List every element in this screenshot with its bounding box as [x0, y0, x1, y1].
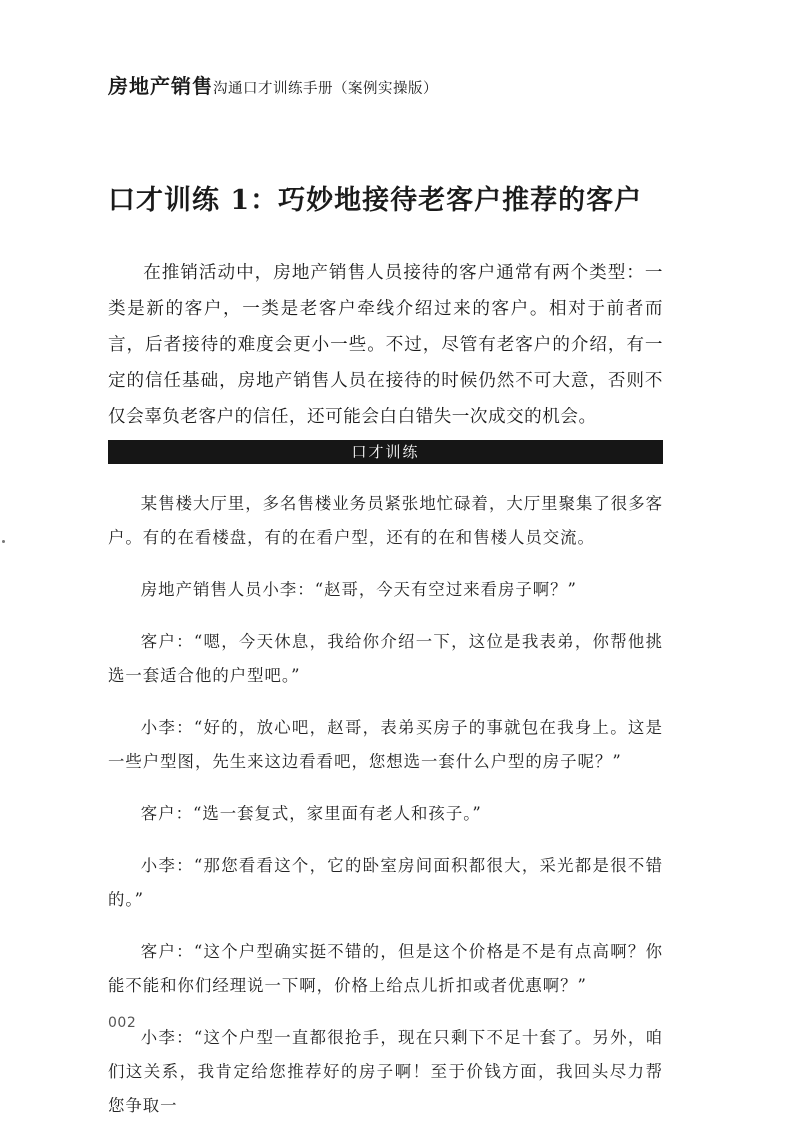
dialogue-paragraph: 房地产销售人员小李：“赵哥，今天有空过来看房子啊？” [140, 580, 577, 599]
intro-paragraph-block [108, 255, 663, 435]
dialogue-paragraph: 某售楼大厅里，多名售楼业务员紧张地忙碌着，大厅里聚集了很多客户。有的在看楼盘，有的在看户型，还有的在和售楼人员交流。 [108, 494, 663, 547]
dialogue-paragraph: 客户：“选一套复式，家里面有老人和孩子。” [140, 804, 482, 823]
dialogue-paragraph: 小李：“好的，放心吧，赵哥，表弟买房子的事就包在我身上。这是一些户型图，先生来这边看看吧，您想选一套什么户型的房子呢？” [108, 718, 663, 771]
margin-mark [2, 540, 5, 543]
section-label-bar: 口才训练 [108, 440, 663, 464]
dialogue-block [108, 487, 663, 1141]
book-title-sub: 沟通口才训练手册（案例实操版） [213, 81, 438, 97]
intro-paragraph: 在推销活动中，房地产销售人员接待的客户通常有两个类型：一类是新的客户，一类是老客户牵线介绍过来的客户。相对于前者而言，后者接待的难度会更小一些。不过，尽管有老客户的介绍，有一定的信任基础，房地产销售人员在接待的时候仍然不可大意，否则不仅会辜负老客户的信任，还可能会白白错失一次成交的机会。 [108, 263, 663, 427]
running-header [108, 70, 438, 99]
dialogue-paragraph: 小李：“那您看看这个，它的卧室房间面积都很大，采光都是很不错的。” [108, 856, 663, 909]
dialogue-paragraph: 客户：“嗯，今天休息，我给你介绍一下，这位是我表弟，你帮他挑选一套适合他的户型吧。” [108, 632, 663, 685]
dialogue-paragraph: 小李：“这个户型一直都很抢手，现在只剩下不足十套了。另外，咱们这关系，我肯定给您推荐好的房子啊！至于价钱方面，我回头尽力帮您争取一 [108, 1028, 663, 1115]
page-number: 002 [108, 1015, 137, 1031]
section-title: 口才训练 1：巧妙地接待老客户推荐的客户 [108, 185, 643, 216]
dialogue-paragraph: 客户：“这个户型确实挺不错的，但是这个价格是不是有点高啊？你能不能和你们经理说一下啊，价格上给点儿折扣或者优惠啊？” [108, 942, 663, 995]
book-title-main: 房地产销售 [108, 74, 213, 98]
